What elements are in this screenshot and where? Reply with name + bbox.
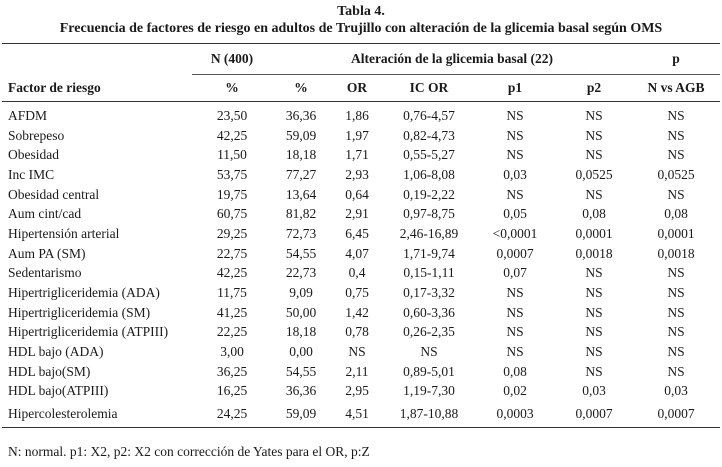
cell-p: NS (667, 344, 685, 360)
cell-a-pct: 77,27 (285, 166, 317, 182)
cell-p: NS (667, 363, 685, 379)
cell-or: 2,91 (345, 206, 369, 222)
cell-p: NS (667, 147, 685, 163)
cell-factor: Obesidad central (8, 186, 100, 202)
cell-p2: NS (585, 324, 603, 340)
cell-factor: HDL bajo (ADA) (8, 344, 104, 360)
header-n-pct: % (225, 80, 239, 95)
cell-ic: 0,55-5,27 (403, 147, 455, 163)
header-spacer (2, 44, 192, 75)
cell-or: 4,07 (345, 245, 369, 261)
cell-a-pct: 13,64 (285, 186, 317, 202)
header-group-n: N (400) (192, 44, 272, 75)
cell-n-pct: 22,25 (216, 324, 248, 340)
cell-n-pct: 29,25 (216, 225, 248, 241)
cell-factor: Aum PA (SM) (8, 245, 86, 261)
cell-a-pct: 18,18 (285, 324, 317, 340)
table-subtitle: Frecuencia de factores de riesgo en adultos de Trujillo con alteración de la glicemia basal según OMS (59, 21, 663, 36)
cell-factor: Hipertrigliceridemia (ADA) (8, 285, 160, 301)
cell-p1: 0,0007 (496, 245, 534, 261)
table-row (2, 303, 720, 323)
header-or: OR (346, 80, 368, 95)
cell-a-pct: 0,00 (289, 344, 313, 360)
cell-p2: NS (585, 304, 603, 320)
table-row (2, 401, 720, 428)
cell-a-pct: 54,55 (285, 245, 317, 261)
table-row (2, 323, 720, 343)
cell-p1: NS (506, 127, 524, 143)
cell-a-pct: 9,09 (289, 285, 313, 301)
cell-ic: 0,15-1,11 (403, 265, 455, 281)
cell-p1: 0,02 (503, 383, 527, 399)
cell-n-pct: 22,75 (216, 245, 248, 261)
cell-or: 1,71 (345, 147, 369, 163)
header-p2: p2 (586, 80, 602, 95)
table-row (2, 283, 720, 303)
cell-p: NS (667, 265, 685, 281)
cell-ic: 1,87-10,88 (399, 406, 459, 422)
cell-p: 0,0007 (657, 406, 695, 422)
cell-p1: 0,03 (503, 166, 527, 182)
cell-p1: NS (506, 285, 524, 301)
cell-or: 1,97 (345, 127, 369, 143)
cell-p2: 0,0007 (575, 406, 613, 422)
cell-p1: NS (506, 147, 524, 163)
cell-ic: 0,82-4,73 (403, 127, 455, 143)
header-p-nvsagb: N vs AGB (647, 80, 705, 95)
cell-p: 0,0001 (657, 225, 695, 241)
table-body (2, 102, 720, 428)
cell-p2: 0,08 (582, 206, 606, 222)
cell-a-pct: 22,73 (285, 265, 317, 281)
cell-n-pct: 42,25 (216, 265, 248, 281)
cell-n-pct: 3,00 (220, 344, 244, 360)
cell-a-pct: 54,55 (285, 363, 317, 379)
cell-ic: 1,19-7,30 (403, 383, 455, 399)
table-row (2, 224, 720, 244)
cell-ic: 0,26-2,35 (403, 324, 455, 340)
cell-ic: 0,76-4,57 (403, 107, 455, 123)
cell-p: 0,03 (664, 383, 688, 399)
cell-n-pct: 19,75 (216, 186, 248, 202)
cell-n-pct: 41,25 (216, 304, 248, 320)
cell-n-pct: 16,25 (216, 383, 248, 399)
cell-ic: 0,97-8,75 (403, 206, 455, 222)
cell-ic: 1,71-9,74 (403, 245, 455, 261)
cell-p: 0,0018 (657, 245, 695, 261)
cell-a-pct: 59,09 (285, 406, 317, 422)
cell-p1: 0,0003 (496, 406, 534, 422)
cell-or: 1,86 (345, 107, 369, 123)
cell-p1: 0,08 (503, 363, 527, 379)
cell-n-pct: 24,25 (216, 406, 248, 422)
header-group-p: p (632, 44, 720, 75)
cell-p: 0,08 (664, 206, 688, 222)
table-title: Tabla 4. (337, 4, 385, 19)
cell-factor: Hipertensión arterial (8, 225, 120, 241)
cell-or: NS (348, 344, 366, 360)
cell-factor: Hipertrigliceridemia (ATPIII) (8, 324, 169, 340)
cell-n-pct: 60,75 (216, 206, 248, 222)
cell-a-pct: 72,73 (285, 225, 317, 241)
cell-n-pct: 36,25 (216, 363, 248, 379)
cell-factor: Obesidad (8, 147, 59, 163)
cell-p: NS (667, 107, 685, 123)
table-row (2, 204, 720, 224)
cell-factor: HDL bajo(SM) (8, 363, 91, 379)
cell-p1: <0,0001 (492, 225, 538, 241)
cell-or: 0,4 (348, 265, 366, 281)
cell-p1: 0,05 (503, 206, 527, 222)
cell-or: 0,64 (345, 186, 369, 202)
cell-p: NS (667, 186, 685, 202)
cell-a-pct: 36,36 (285, 107, 317, 123)
cell-factor: AFDM (8, 107, 48, 123)
table-row (2, 382, 720, 402)
cell-a-pct: 50,00 (285, 304, 317, 320)
cell-n-pct: 42,25 (216, 127, 248, 143)
cell-p: NS (667, 127, 685, 143)
table-row (2, 145, 720, 165)
cell-factor: Inc IMC (8, 166, 55, 182)
cell-factor: HDL bajo(ATPIII) (8, 383, 109, 399)
cell-p2: 0,0001 (575, 225, 613, 241)
cell-factor: Sedentarismo (8, 265, 82, 281)
cell-or: 2,95 (345, 383, 369, 399)
header-p1: p1 (507, 80, 523, 95)
cell-p: 0,0525 (657, 166, 695, 182)
cell-factor: Aum cint/cad (8, 206, 82, 222)
cell-or: 4,51 (345, 406, 369, 422)
cell-p: NS (667, 285, 685, 301)
cell-or: 2,93 (345, 166, 369, 182)
cell-ic: NS (420, 344, 438, 360)
cell-ic: 0,19-2,22 (403, 186, 455, 202)
table-row (2, 165, 720, 185)
cell-p2: NS (585, 127, 603, 143)
cell-a-pct: 18,18 (285, 147, 317, 163)
header-ic-or: IC OR (409, 80, 449, 95)
cell-or: 0,78 (345, 324, 369, 340)
cell-p2: 0,0525 (575, 166, 613, 182)
cell-n-pct: 11,75 (217, 285, 247, 301)
table-row (2, 244, 720, 264)
cell-p2: NS (585, 147, 603, 163)
cell-ic: 0,89-5,01 (403, 363, 455, 379)
cell-or: 1,42 (345, 304, 369, 320)
cell-p: NS (667, 324, 685, 340)
cell-p1: 0,07 (503, 265, 527, 281)
table-row (2, 126, 720, 146)
cell-n-pct: 53,75 (216, 166, 248, 182)
cell-factor: Sobrepeso (8, 127, 65, 143)
cell-a-pct: 59,09 (285, 127, 317, 143)
cell-a-pct: 36,36 (285, 383, 317, 399)
cell-p1: NS (506, 107, 524, 123)
cell-p1: NS (506, 344, 524, 360)
table-row (2, 102, 720, 126)
cell-p1: NS (506, 304, 524, 320)
header-factor: Factor de riesgo (8, 79, 101, 95)
cell-or: 2,11 (345, 363, 369, 379)
cell-p2: NS (585, 186, 603, 202)
table-row (2, 185, 720, 205)
header-group-alteracion: Alteración de la glicemia basal (22) (272, 44, 632, 75)
cell-p2: NS (585, 107, 603, 123)
cell-n-pct: 11,50 (217, 147, 247, 163)
cell-ic: 2,46-16,89 (399, 225, 459, 241)
cell-p2: NS (585, 344, 603, 360)
cell-p2: NS (585, 265, 603, 281)
cell-p1: NS (506, 324, 524, 340)
cell-ic: 1,06-8,08 (403, 166, 455, 182)
table-row (2, 362, 720, 382)
cell-factor: Hipertrigliceridemia (SM) (8, 304, 151, 320)
cell-factor: Hipercolesterolemia (8, 406, 118, 422)
cell-p1: NS (506, 186, 524, 202)
cell-p2: NS (585, 363, 603, 379)
cell-or: 6,45 (345, 225, 369, 241)
cell-p2: NS (585, 285, 603, 301)
cell-ic: 0,17-3,32 (403, 285, 455, 301)
cell-or: 0,75 (345, 285, 369, 301)
cell-p: NS (667, 304, 685, 320)
risk-factor-table (2, 43, 720, 428)
cell-a-pct: 81,82 (285, 206, 317, 222)
cell-p2: 0,0018 (575, 245, 613, 261)
cell-n-pct: 23,50 (216, 107, 248, 123)
header-a-pct: % (294, 80, 308, 95)
footnote: N: normal. p1: X2, p2: X2 con corrección de Yates para el OR, p:Z (8, 444, 370, 459)
table-row (2, 342, 720, 362)
table-row (2, 264, 720, 284)
cell-ic: 0,60-3,36 (403, 304, 455, 320)
cell-p2: 0,03 (582, 383, 606, 399)
